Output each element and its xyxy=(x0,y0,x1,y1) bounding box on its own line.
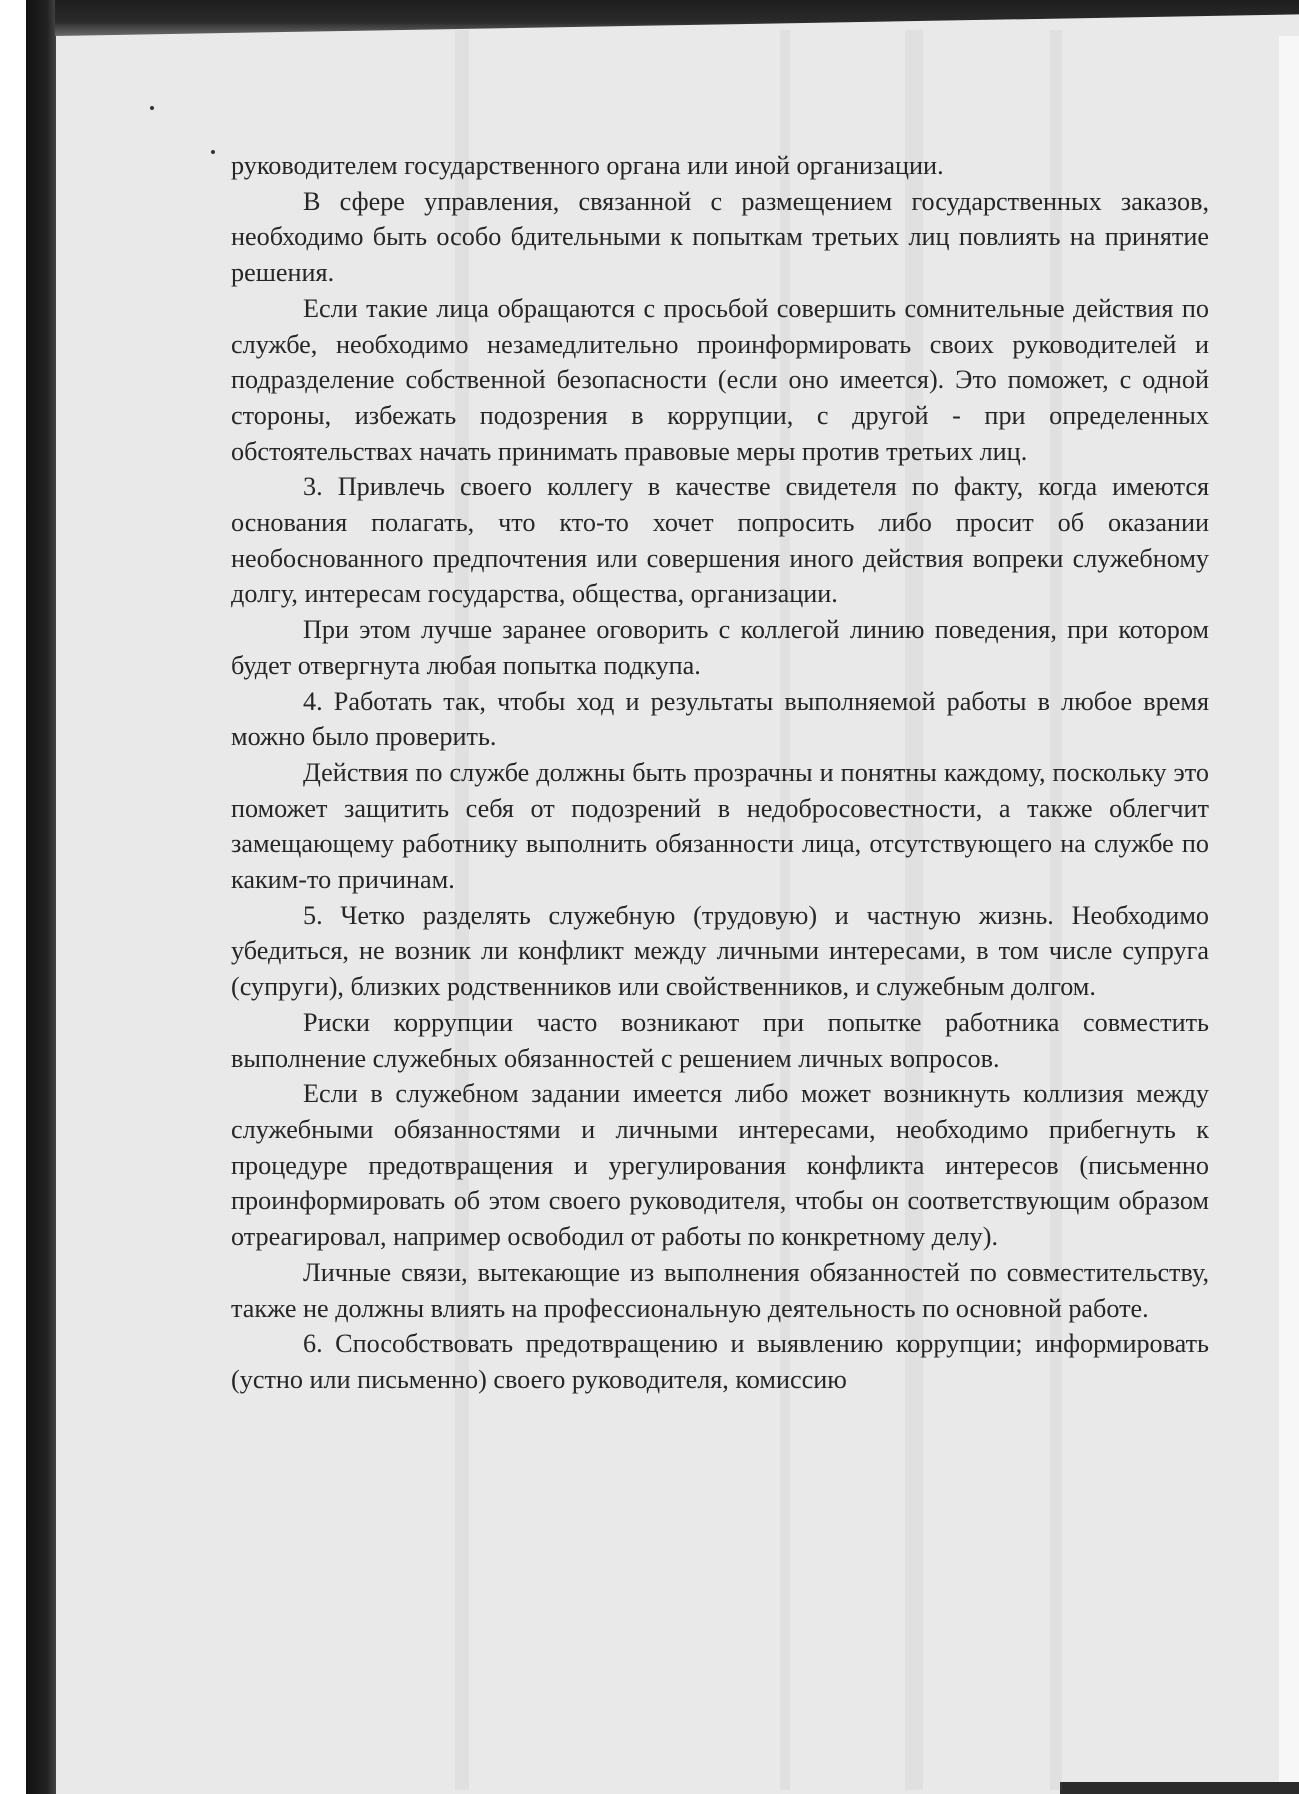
scan-margin-right xyxy=(1279,36,1299,1794)
paragraph: Если в служебном задании имеется либо может возникнуть коллизия между служебными обязанностями и личными интересами, необходимо прибегнуть к процедуре предотвращения и урегулирования конфликта интересов (письменно проинформировать об этом своего руководителя, чтобы он соответствующим образом отреагировал, например освободил от работы по конкретному делу). xyxy=(231,1079,1209,1252)
scan-shadow-left xyxy=(26,0,56,1794)
paragraph: 6. Способствовать предотвращению и выявлению коррупции; информировать (устно или письменно) своего руководителя, комиссию xyxy=(231,1329,1209,1394)
paragraph: 4. Работать так, чтобы ход и результаты выполняемой работы в любое время можно было проверить. xyxy=(231,686,1209,752)
paragraph: руководителем государственного органа или иной организации. xyxy=(231,151,944,180)
paragraph: 5. Четко разделять служебную (трудовую) и частную жизнь. Необходимо убедиться, не возник ли конфликт между личными интересами, в том числе супруга (супруги), близких родственников или свойственников, и служебным долгом. xyxy=(231,900,1209,1002)
scan-shadow-top xyxy=(55,0,1299,36)
paragraph: В сфере управления, связанной с размещением государственных заказов, необходимо быть особо бдительными к попыткам третьих лиц повлиять на принятие решения. xyxy=(231,186,1209,288)
paragraph: Если такие лица обращаются с просьбой совершить сомнительные действия по службе, необходимо незамедлительно проинформировать своих руководителей и подразделение собственной безопасности (если оно имеется). Это поможет, с одной стороны, избежать подозрения в коррупции, с другой - при определенных обстоятельствах начать принимать правовые меры против третьих лиц. xyxy=(231,293,1209,466)
paragraph: 3. Привлечь своего коллегу в качестве свидетеля по факту, когда имеются основания полагать, что кто-то хочет попросить либо просит об оказании необоснованного предпочтения или совершения иного действия вопреки служебному долгу, интересам государства, общества, организации. xyxy=(231,472,1209,609)
speck xyxy=(150,106,154,110)
paragraph: Действия по службе должны быть прозрачны и понятны каждому, поскольку это поможет защитить себя от подозрений в недобросовестности, а также облегчит замещающему работнику выполнить обязанности лица, отсутствующего на службе по каким-то причинам. xyxy=(231,757,1209,895)
paragraph: Риски коррупции часто возникают при попытке работника совместить выполнение служебных обязанностей с решением личных вопросов. xyxy=(231,1007,1209,1073)
paragraph: При этом лучше заранее оговорить с коллегой линию поведения, при котором будет отвергнута любая попытка подкупа. xyxy=(231,615,1209,680)
document-body xyxy=(231,148,1209,1398)
scan-shadow-bottom xyxy=(1060,1782,1299,1794)
paragraph: Личные связи, вытекающие из выполнения обязанностей по совместительству, также не должны влиять на профессиональную деятельность по основной работе. xyxy=(231,1257,1209,1323)
speck xyxy=(211,150,215,154)
